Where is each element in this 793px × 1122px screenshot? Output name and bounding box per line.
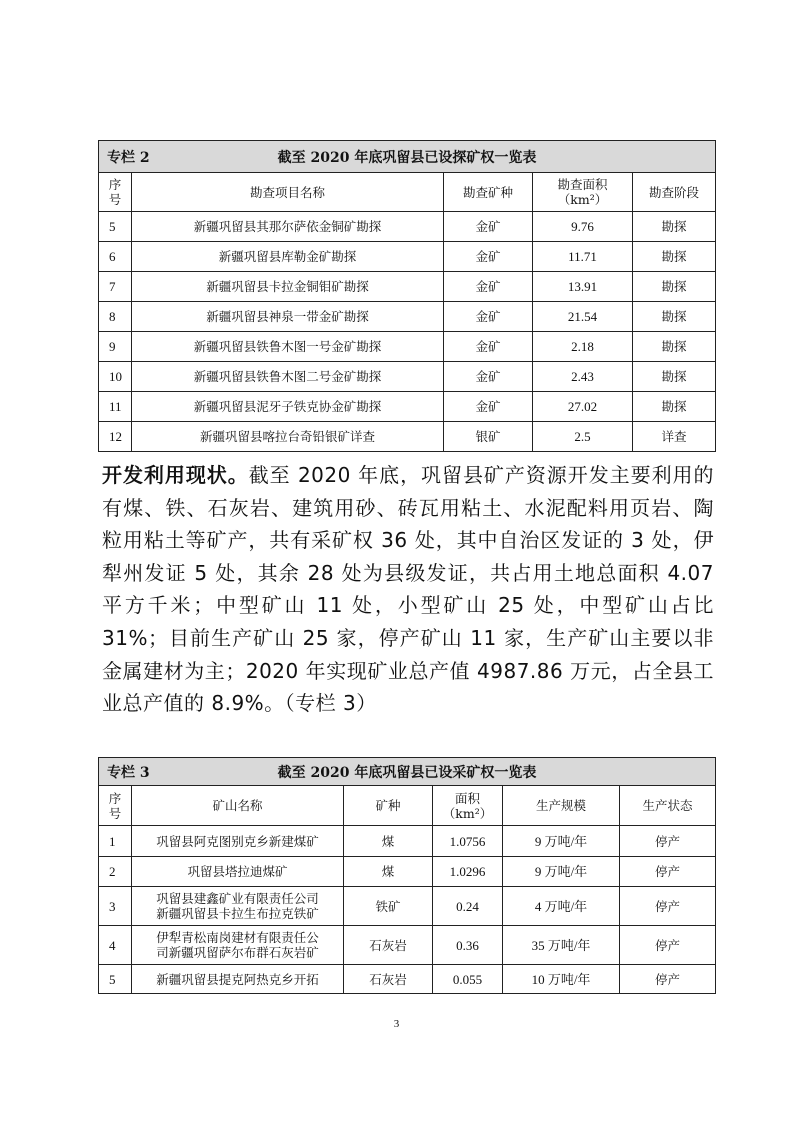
cell-area: 11.71 [533,242,633,272]
table-row [99,332,716,362]
cell-seq: 6 [99,242,132,272]
cell-mineral: 铁矿 [344,887,433,926]
mine-name-line: 巩留县建鑫矿业有限责任公司 [156,891,319,906]
cell-seq: 12 [99,422,132,452]
cell-mineral: 石灰岩 [344,965,433,994]
cell-mineral: 银矿 [444,422,533,452]
table-title: 截至 2020 年底巩留县已设采矿权一览表 [277,764,537,781]
cell-seq: 7 [99,272,132,302]
column-header-row [99,786,716,826]
cell-area: 21.54 [533,302,633,332]
header-project-name: 勘查项目名称 [132,173,444,212]
cell-scale: 9 万吨/年 [503,857,620,887]
header-seq: 序 号 [99,173,132,212]
mine-name-line: 司新疆巩留萨尔布群石灰岩矿 [156,945,319,960]
cell-status: 停产 [620,926,716,965]
cell-scale: 4 万吨/年 [503,887,620,926]
cell-mineral: 金矿 [444,242,533,272]
cell-project-name: 新疆巩留县神泉一带金矿勘探 [132,302,444,332]
cell-project-name: 新疆巩留县库勒金矿勘探 [132,242,444,272]
cell-stage: 勘探 [633,392,716,422]
cell-project-name: 新疆巩留县铁鲁木图二号金矿勘探 [132,362,444,392]
column-header-row [99,173,716,212]
cell-seq: 9 [99,332,132,362]
header-status: 生产状态 [620,786,716,826]
table-row [99,242,716,272]
table-row [99,826,716,857]
cell-scale: 10 万吨/年 [503,965,620,994]
mining-rights-table [98,757,716,994]
cell-scale: 9 万吨/年 [503,826,620,857]
header-stage: 勘查阶段 [633,173,716,212]
cell-project-name: 新疆巩留县铁鲁木图一号金矿勘探 [132,332,444,362]
table-row [99,857,716,887]
table-row [99,392,716,422]
paragraph-body: 截至 2020 年底，巩留县矿产资源开发主要利用的有煤、铁、石灰岩、建筑用砂、砖瓦用粘土、水泥配料用页岩、陶粒用粘土等矿产，共有采矿权 36 处，其中自治区发证的 3 处，伊犁州发证 5 处，其余 28 处为县级发证，共占用土地总面积 4.07 平方千米；中型矿山 11 处，小型矿山 25 处，中型矿山占比 31%；目前生产矿山 25 家，停产矿山 11 家，生产矿山主要以非金属建材为主；2020 年实现矿业总产值 4987.86 万元，占全县工业总产值的 8.9%。（专栏 3） [102,463,714,716]
table-header-bar [99,758,716,786]
cell-seq: 2 [99,857,132,887]
cell-mineral: 煤 [344,857,433,887]
cell-mineral: 金矿 [444,272,533,302]
table-header-bar [99,141,716,173]
table-row [99,422,716,452]
cell-area: 1.0296 [433,857,503,887]
cell-stage: 勘探 [633,212,716,242]
cell-seq: 3 [99,887,132,926]
cell-mine-name [132,887,344,926]
cell-area: 0.055 [433,965,503,994]
cell-seq: 8 [99,302,132,332]
cell-mineral: 金矿 [444,392,533,422]
cell-status: 停产 [620,826,716,857]
cell-stage: 勘探 [633,302,716,332]
cell-stage: 勘探 [633,272,716,302]
cell-stage: 勘探 [633,332,716,362]
table-row [99,965,716,994]
table-title: 截至 2020 年底巩留县已设探矿权一览表 [277,149,537,166]
cell-area: 2.18 [533,332,633,362]
cell-project-name: 新疆巩留县喀拉台奇铅银矿详查 [132,422,444,452]
header-mineral: 勘查矿种 [444,173,533,212]
cell-mineral: 煤 [344,826,433,857]
cell-seq: 5 [99,965,132,994]
header-mine-name: 矿山名称 [132,786,344,826]
cell-stage: 勘探 [633,362,716,392]
cell-mineral: 金矿 [444,302,533,332]
cell-scale: 35 万吨/年 [503,926,620,965]
cell-area: 13.91 [533,272,633,302]
cell-area: 2.5 [533,422,633,452]
header-scale: 生产规模 [503,786,620,826]
table-row [99,212,716,242]
cell-seq: 5 [99,212,132,242]
cell-seq: 10 [99,362,132,392]
header-mineral: 矿种 [344,786,433,826]
page-number: 3 [393,1018,400,1030]
header-seq: 序 号 [99,786,132,826]
mine-name-line: 新疆巩留县卡拉生布拉克铁矿 [156,906,319,921]
cell-stage: 勘探 [633,242,716,272]
cell-mine-name [132,926,344,965]
cell-area: 0.36 [433,926,503,965]
cell-area: 2.43 [533,362,633,392]
cell-mine-name [132,857,344,887]
cell-area: 27.02 [533,392,633,422]
cell-stage: 详查 [633,422,716,452]
cell-area: 1.0756 [433,826,503,857]
cell-mineral: 金矿 [444,332,533,362]
cell-seq: 4 [99,926,132,965]
cell-status: 停产 [620,887,716,926]
cell-status: 停产 [620,965,716,994]
cell-mine-name [132,965,344,994]
cell-area: 0.24 [433,887,503,926]
table-row [99,302,716,332]
cell-seq: 11 [99,392,132,422]
paragraph-lead: 开发利用现状。 [102,463,249,487]
development-status-paragraph [102,459,714,720]
cell-mineral: 石灰岩 [344,926,433,965]
mine-name-line: 巩留县阿克图别克乡新建煤矿 [156,833,319,849]
mine-name-line: 巩留县塔拉迪煤矿 [187,864,288,879]
column-label: 专栏 3 [107,764,150,781]
exploration-rights-table [98,140,716,452]
table-row [99,272,716,302]
cell-status: 停产 [620,857,716,887]
table-row [99,362,716,392]
header-area: 面积 （km²） [433,786,503,826]
cell-mineral: 金矿 [444,362,533,392]
mine-name-line: 伊犁青松南岗建材有限责任公 [156,930,319,945]
cell-project-name: 新疆巩留县卡拉金铜钼矿勘探 [132,272,444,302]
cell-project-name: 新疆巩留县其那尔萨依金铜矿勘探 [132,212,444,242]
cell-seq: 1 [99,826,132,857]
header-area: 勘查面积 （km²） [533,173,633,212]
mine-name-line: 新疆巩留县提克阿热克乡开拓 [156,971,319,987]
column-label: 专栏 2 [107,149,150,166]
cell-project-name: 新疆巩留县泥牙子铁克协金矿勘探 [132,392,444,422]
cell-area: 9.76 [533,212,633,242]
cell-mineral: 金矿 [444,212,533,242]
table-row [99,887,716,926]
cell-mine-name [132,826,344,857]
table-row [99,926,716,965]
